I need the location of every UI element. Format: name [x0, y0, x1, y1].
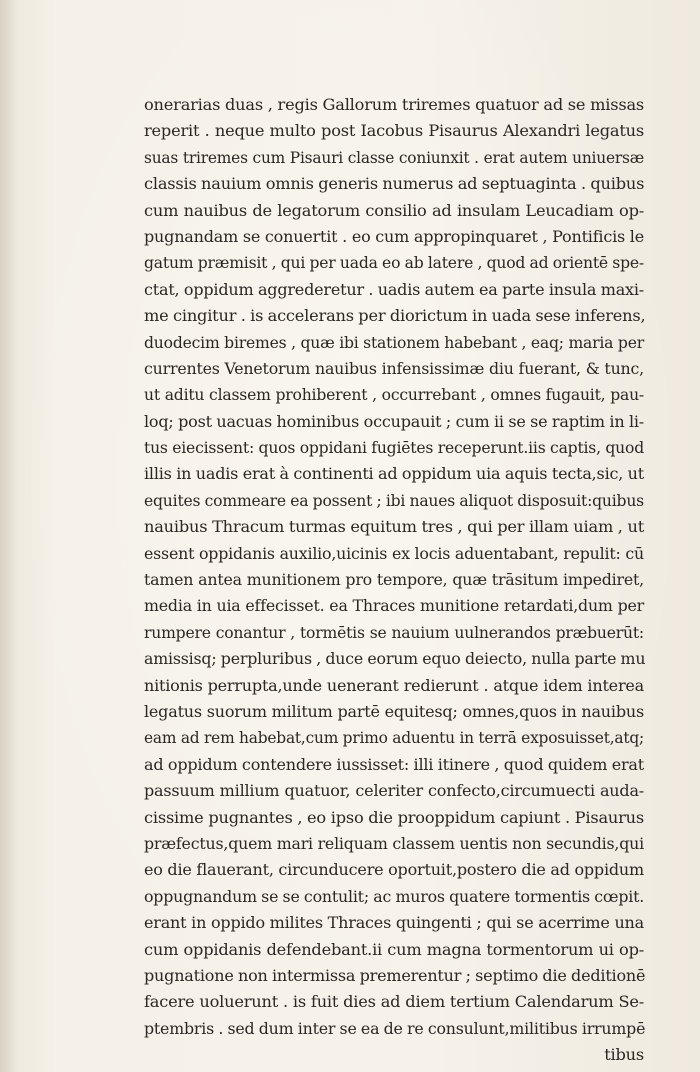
text-line: rumpere conantur , tormētis se nauium uulnerandos præbuerūt:: [144, 623, 644, 642]
text-line: duodecim biremes , quæ ibi stationem habebant , eaq; maria per: [144, 333, 644, 352]
text-line: ad oppidum contendere iussisset: illi itinere , quod quidem erat: [144, 754, 644, 774]
text-line: essent oppidanis auxilio,uicinis ex locis aduentabant, repulit: cū: [144, 543, 644, 563]
text-line: onerarias duas , regis Gallorum triremes quatuor ad se missas: [144, 95, 644, 114]
text-line: illis in uadis erat à continenti ad oppidum uia aquis tecta,sic, ut: [144, 464, 644, 484]
text-line: nauibus Thracum turmas equitum tres , qui per illam uiam , ut: [144, 517, 644, 537]
text-line: equites commeare ea possent ; ibi naues aliquot disposuit:quibus: [144, 491, 644, 510]
text-line: suas triremes cum Pisauri classe coniunxit . erat autem uniuersæ: [144, 148, 644, 167]
page-edge-shadow: [0, 0, 18, 1072]
text-line: eo die flauerant, circunducere oportuit,postero die ad oppidum: [144, 860, 644, 880]
text-line: reperit . neque multo post Iacobus Pisaurus Alexandri legatus: [144, 121, 644, 141]
text-line: legatus suorum militum partē equitesq; omnes,quos in nauibus: [144, 701, 644, 721]
text-line: loq; post uacuas hominibus occupauit ; cum ii se se raptim in li-: [144, 411, 644, 431]
text-line: præfectus,quem mari reliquam classem uentis non secundis,qui: [144, 833, 644, 853]
text-line: ut aditu classem prohiberent , occurrebant , omnes fugauit, pau-: [144, 386, 644, 405]
catchword: tibus: [604, 1045, 644, 1065]
text-line: passuum millium quatuor, celeriter confecto,circumuecti auda-: [144, 781, 644, 801]
text-line: media in uia effecisset. ea Thraces munitione retardati,dum per: [144, 596, 644, 616]
text-line: cum nauibus de legatorum consilio ad insulam Leucadiam op-: [144, 200, 644, 220]
text-line: ptembris . sed dum inter se ea de re consulunt,militibus irrumpē: [144, 1018, 646, 1038]
text-line: pugnatione non intermissa premerentur ; septimo die deditionē: [144, 965, 646, 985]
text-line: eam ad rem habebat,cum primo aduentu in terrā exposuisset,atq;: [144, 729, 644, 748]
text-line: tus eiecissent: quos oppidani fugiētes receperunt.iis captis, quod: [144, 439, 644, 458]
text-line: classis nauium omnis generis numerus ad septuaginta . quibus: [144, 174, 645, 194]
text-line: tamen antea munitionem pro tempore, quæ trāsitum impediret,: [144, 570, 644, 590]
text-line: cissime pugnantes , eo ipso die prooppidum capiunt . Pisaurus: [144, 807, 644, 827]
text-line: facere uoluerunt . is fuit dies ad diem tertium Calendarum Se-: [144, 992, 644, 1012]
text-line: cum oppidanis defendebant.ii cum magna tormentorum ui op-: [144, 939, 644, 959]
text-line: ctat, oppidum aggrederetur . uadis autem ea parte insula maxi-: [144, 279, 644, 299]
body-text: [144, 92, 644, 1068]
text-line: erant in oppido milites Thraces quingenti ; qui se acerrime una: [144, 913, 644, 933]
text-line: pugnandam se conuertit . eo cum appropinquaret , Pontificis le: [144, 226, 644, 246]
text-line: oppugnandum se se contulit; ac muros quatere tormentis cœpit.: [144, 886, 645, 906]
text-line: currentes Venetorum nauibus infensissimæ diu fuerant, & tunc,: [144, 358, 644, 378]
text-line: gatum præmisit , qui per uada eo ab latere , quod ad orientē spe-: [144, 254, 644, 273]
text-line: me cingitur . is accelerans per diorictum in uada sese inferens,: [144, 306, 646, 326]
text-line: nitionis perrupta,unde uenerant redierunt . atque idem interea: [144, 675, 644, 695]
text-line: amissisq; perpluribus , duce eorum equo deiecto, nulla parte mu: [144, 649, 646, 669]
